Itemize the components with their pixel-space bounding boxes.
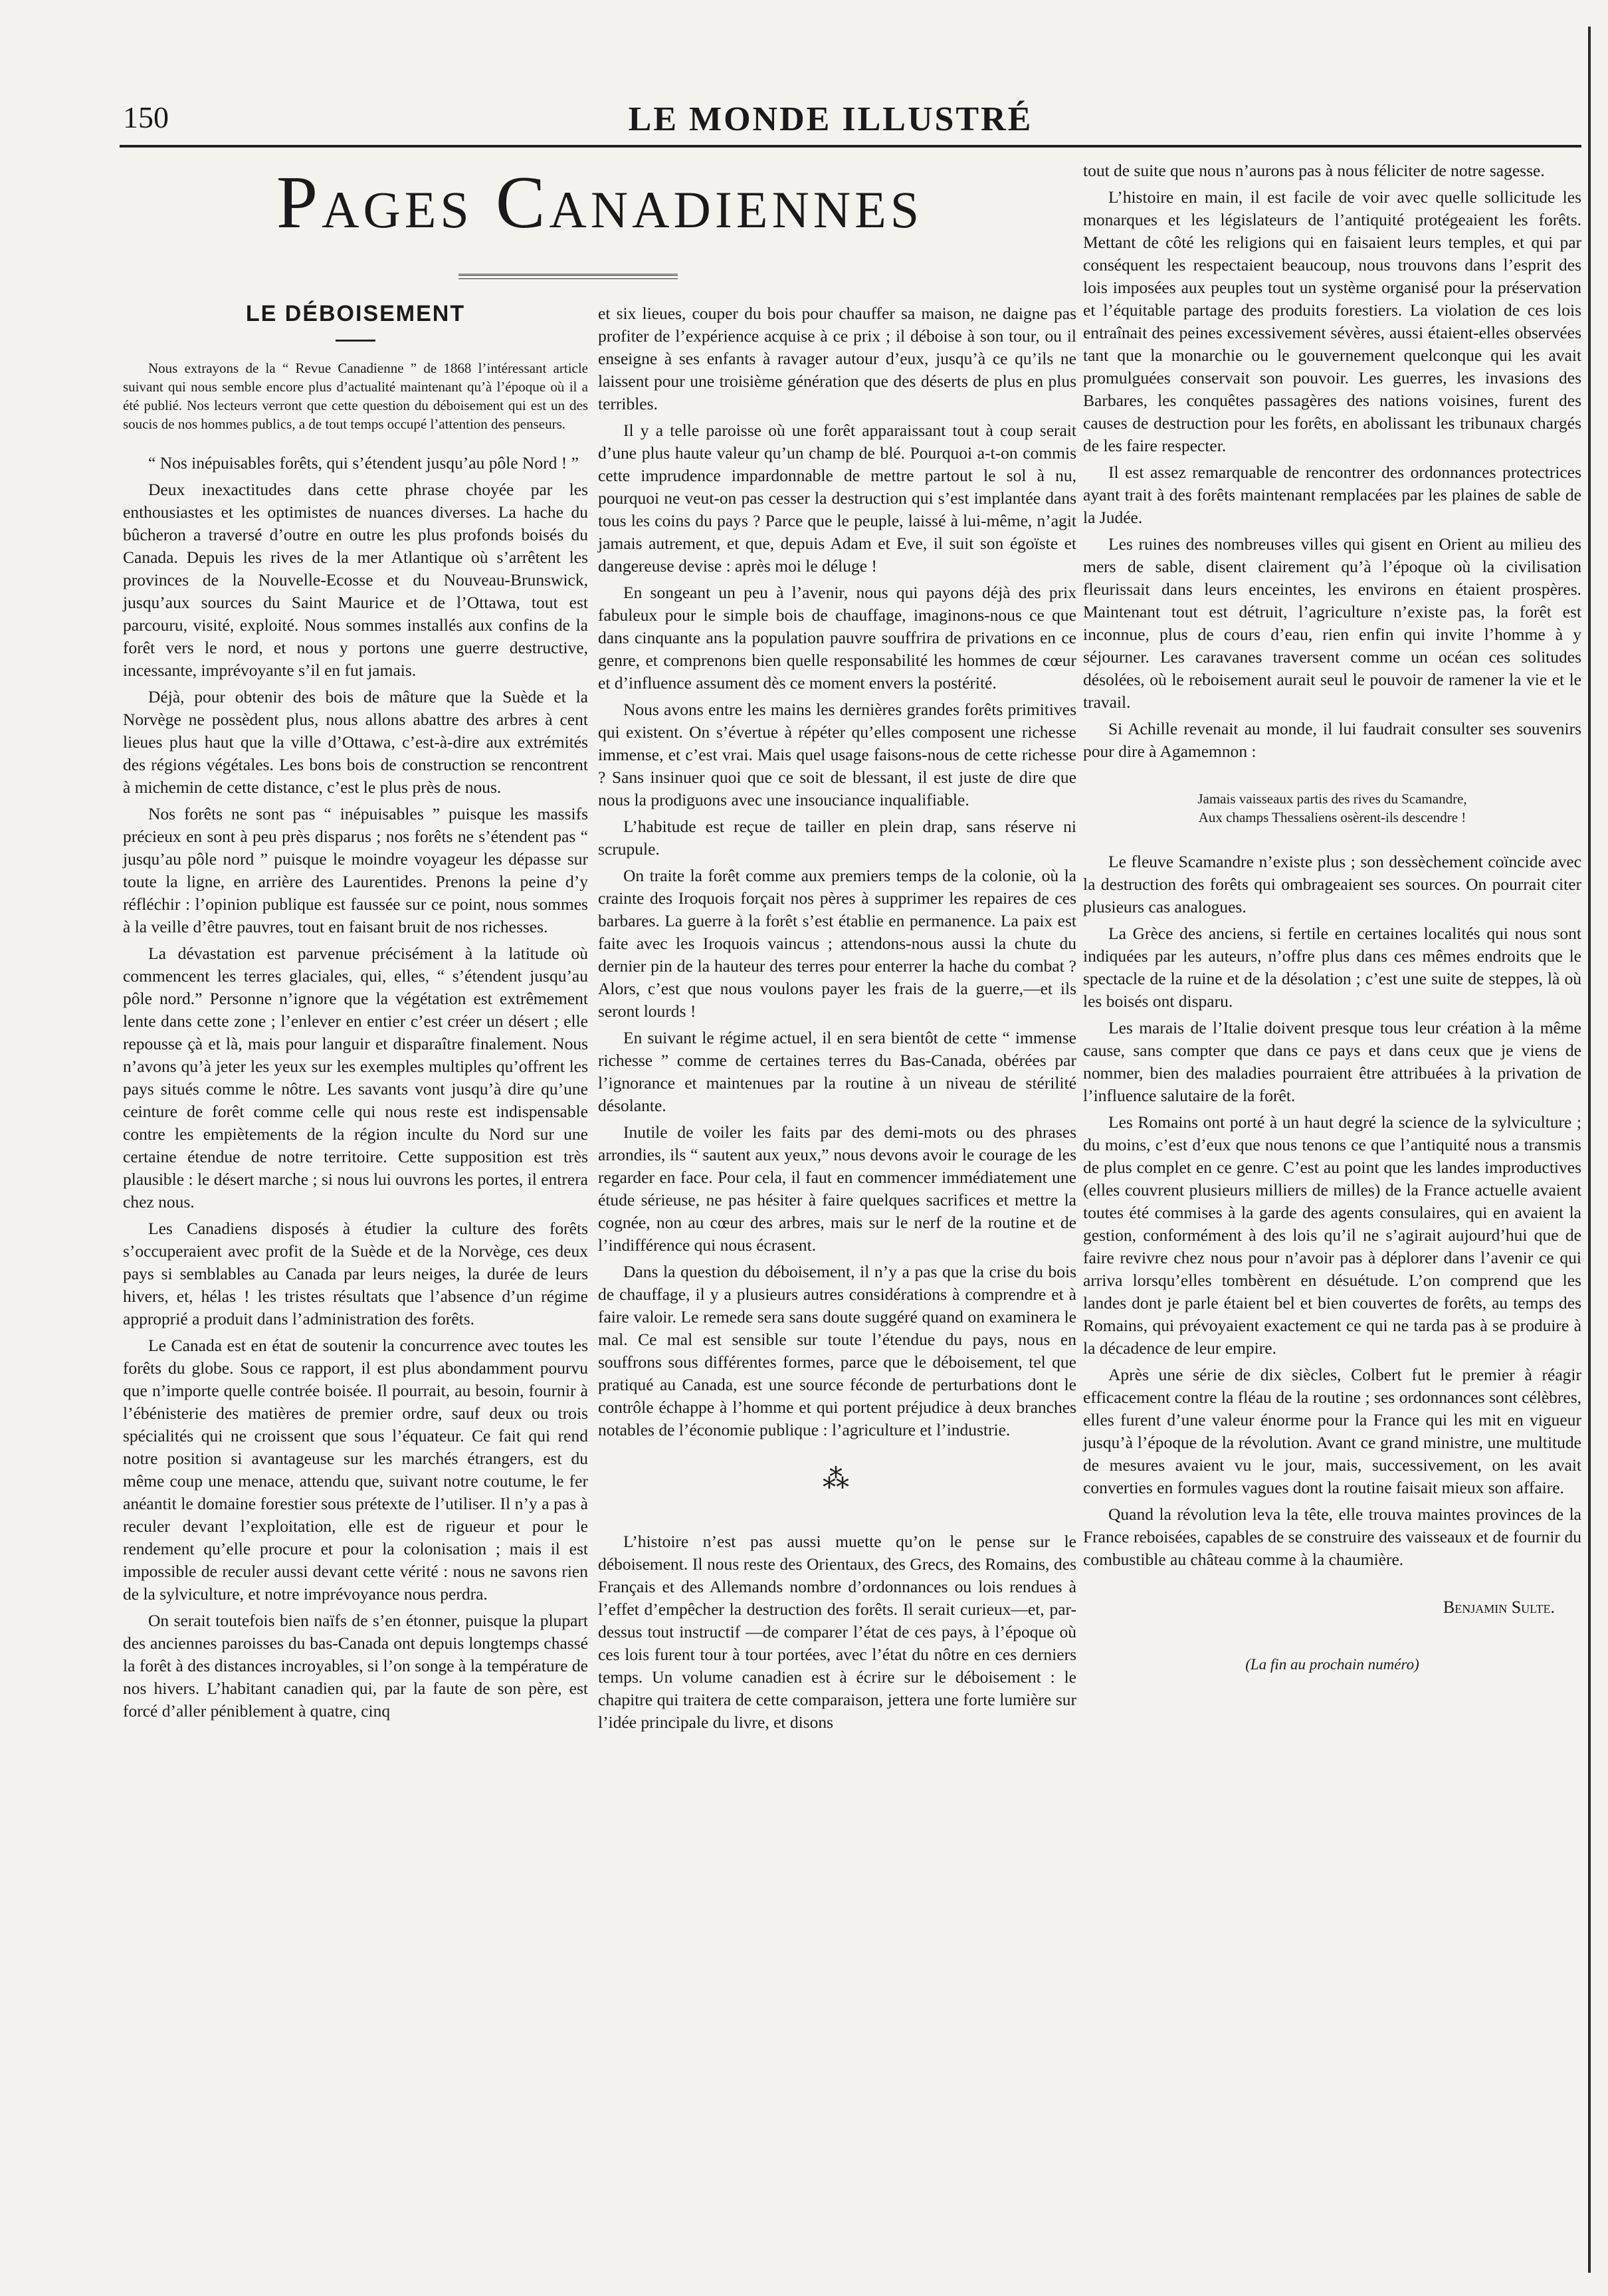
title-rule — [336, 340, 375, 342]
paragraph: La dévastation est parvenue précisément à la latitude où commencent les terres glaciales, qui, elles, “ s’étendent jusqu’au pôle nord.” Personne n’ignore que la végétation est extrêmement lente dans cette zone ; l’enlever en entier c’est créer un désert ; elle repousse çà et là, mais pour languir et disparaître finalement. Nous n’avons qu’à jeter les yeux sur les exemples multiples qu’offrent les pays situés comme le nôtre. Les savants vont jusqu’à dire qu’une ceinture de forêt comme celle qui nous reste est indispensable contre les empiètements de la région inculte du Nord sur une certaine étendue de notre territoire. Cette supposition est très plausible : le désert marche ; si nous lui ouvrons les portes, il entrera chez nous. — [123, 944, 588, 1211]
paragraph: En suivant le régime actuel, il en sera bientôt de cette “ immense richesse ” comme de certaines terres du Bas-Canada, obérées par l’ignorance et maintenues par la routine à un niveau de stérilité désolante. — [598, 1028, 1076, 1115]
paragraph: Le fleuve Scamandre n’existe plus ; son dessèchement coïncide avec la destruction des forêts qui ombrageaient ses sources. On pourrait citer plusieurs cas analogues. — [1083, 852, 1581, 916]
paragraph: L’histoire n’est pas aussi muette qu’on le pense sur le déboisement. Il nous reste des Orientaux, des Grecs, des Romains, des Français et des Allemands nombre d’ordonnances ou lois rendues à l’effet d’empêcher la destruction des forêts. Il serait curieux—et, par-dessus tout instructif —de comparer l’état de ces pays, à l’époque où ces lois furent tour à tour portées, avec l’état du nôtre en ces derniers temps. Un volume canadien est à écrire sur le déboisement : le chapitre qui traitera de cette comparaison, jettera une forte lumière sur l’idée principale du livre, et disons — [598, 1532, 1076, 1732]
paragraph: En songeant un peu à l’avenir, nous qui payons déjà des prix fabuleux pour le simple bois de chauffage, imaginons-nous ce que dans cinquante ans la population pauvre souffrira de privations en ce genre, et comprenons bien quelle responsabilité les hommes de cœur et d’influence assument dès ce moment envers la postérité. — [598, 583, 1076, 692]
paragraph: Après une série de dix siècles, Colbert fut le premier à réagir efficacement contre la fléau de la routine ; ses ordonnances sont célèbres, elles furent d’une valeur énorme pour la France qui les mit en vigueur jusqu’à l’époque de la révolution. Avant ce grand ministre, une multitude de mesures avaient vu le jour, mais, successivement, on les avait converties en formules vagues dont la routine faisait mieux son affaire. — [1083, 1365, 1581, 1497]
paragraph: Nos forêts ne sont pas “ inépuisables ” puisque les massifs précieux en sont à peu près disparus ; nos forêts ne s’étendent pas “ jusqu’au pôle nord ” puisque le moindre voyageur les dépasse sur toute la ligne, en arrière des Laurentides. Prenons la peine d’y réfléchir : l’opinion publique est faussée sur ce point, nous sommes à la veille d’être pauvres, tout en faisant bruit de nos richesses. — [123, 804, 588, 936]
title-ornament-rule — [458, 274, 678, 279]
header-rule — [120, 145, 1581, 148]
paragraph: et six lieues, couper du bois pour chauffer sa maison, ne daigne pas profiter de l’expérience acquise à ce prix ; il déboise à son tour, ou il enseigne à ses enfants à ravager autour d’eux, jusqu’à ce qu’ils ne laissent pour une troisième génération que des déserts de plus en plus terribles. — [598, 304, 1076, 413]
paragraph: L’histoire en main, il est facile de voir avec quelle sollicitude les monarques et les législateurs de l’antiquité protégeaient les forêts. Mettant de côté les religions qui en faisaient leurs temples, et qui par conséquent les respectaient beaucoup, nous trouvons dans l’esprit des lois imposées aux peuples tout un système organisé pour la préservation et l’équitable partage des produits forestiers. La violation de ces lois entraînait des peines excessivement sévères, aussi étaient-elles observées tant que la monarchie ou le gouvernement quelconque qui les avait promulguées conservait son pouvoir. Les guerres, les invasions des Barbares, les conquêtes passagères des nations voisines, furent des causes de destruction pour les forêts, en abolissant les tribunaux chargés de les faire respecter. — [1083, 187, 1581, 455]
paragraph: “ Nos inépuisables forêts, qui s’étendent jusqu’au pôle Nord ! ” — [148, 453, 579, 472]
editor-intro: Nous extrayons de la “ Revue Canadienne ” de 1868 l’intéressant article suivant qui nous semble encore plus d’actualité maintenant qu’à l’époque où il a été publié. Nos lecteurs verront que cette question du déboisement qui est un des soucis de nos hommes publics, a de tout temps occupé l’attention des penseurs. — [123, 360, 588, 432]
page-number: 150 — [123, 100, 169, 134]
paragraph: Le Canada est en état de soutenir la concurrence avec toutes les forêts du globe. Sous ce rapport, il est plus abondamment pourvu que n’importe quelle contrée boisée. Il pourrait, au besoin, fournir à l’ébénisterie des matières de premier ordre, sauf deux ou trois spécialités qui ne croissent que sous l’équateur. Ce fait qui rend notre position si avantageuse sur les marchés étrangers, est du même coup une menace, attendu que, suivant notre coutume, le fer anéantit le domaine forestier sous prétexte de l’utiliser. Il n’y a pas à reculer devant l’exploitation, elle est de rigueur et pour le rendement qu’elle procure et pour la colonisation ; mais il est impossible de reculer aussi devant cette vérité : nous ne savons rien de la sylviculture, et notre imprévoyance nous perdra. — [123, 1336, 588, 1604]
paragraph: La Grèce des anciens, si fertile en certaines localités qui nous sont indiquées par les auteurs, n’offre plus dans ces mêmes endroits que le spectacle de la ruine et de la désolation ; c’est une suite de steppes, là où les boisés ont disparu. — [1083, 924, 1581, 1011]
journal-title: LE MONDE ILLUSTRÉ — [628, 100, 1033, 138]
paragraph: Les ruines des nombreuses villes qui gisent en Orient au milieu des mers de sable, disent clairement qu’à l’époque où la civilisation fleurissait dans leurs enceintes, les environs en étaient prospères. Maintenant tout est détruit, l’agriculture n’existe pas, la forêt est inconnue, plus de cours d’eau, rien enfin qui invite l’homme à y séjourner. Les caravanes traversent comme un océan ces solitudes désolées, où le reboisement aurait seul le pouvoir de ramener la vie et le travail. — [1083, 534, 1581, 712]
paragraph: Deux inexactitudes dans cette phrase choyée par les enthousiastes et les optimistes de nuances diverses. La hache du bûcheron a traversé d’outre en outre les plus profonds boisés du Canada. Depuis les rives de la mer Atlantique où s’arrêtent les provinces de la Nouvelle-Ecosse et du Nouveau-Brunswick, jusqu’aux sources du Saint Maurice et de l’Ottawa, tout est parcouru, visité, exploité. Nous sommes installés aux confins de la forêt vers le nord, et nous y portons une guerre destructive, incessante, imprévoyante s’il en fut jamais. — [123, 480, 588, 680]
paragraph: Dans la question du déboisement, il n’y a pas que la crise du bois de chauffage, il y a plusieurs autres considérations à comprendre et à faire valoir. Le remede sera sans doute suggéré quand on examinera le mal. Ce mal est sensible sur toute l’étendue du pays, nous en souffrons sous différentes formes, parce que le déboisement, tel que pratiqué au Canada, est une source féconde de perturbations dont le contrôle échappe à l’homme et qui portent préjudice à deux branches notables de l’économie publique : l’agriculture et l’industrie. — [598, 1262, 1076, 1439]
paragraph: Les Canadiens disposés à étudier la culture des forêts s’occuperaient avec profit de la Suède et de la Norvège, ces deux pays si semblables au Canada par leurs neiges, la durée de leurs hivers, et, hélas ! les tristes résultats que l’absence d’un régime approprié a produit dans l’administration des forêts. — [123, 1219, 588, 1328]
paragraph: Inutile de voiler les faits par des demi-mots ou des phrases arrondies, ils “ sautent aux yeux,” nous devons avoir le courage de les regarder en face. Pour cela, il faut en commencer immédiatement une étude sérieuse, ne pas hésiter à faire quelques sacrifices et mettre la cognée, non au cœur des arbres, mais sur le nerf de la routine et de l’indifférence qui nous écrasent. — [598, 1122, 1076, 1255]
paragraph: Il y a telle paroisse où une forêt apparaissant tout à coup serait d’une plus haute valeur qu’un champ de blé. Pourquoi a-t-on commis cette imprudence impardonnable de mettre partout le sol à nu, pourquoi ne veut-on pas cesser la destruction qui s’est implantée dans tous les coins du pays ? Parce que le peuple, laissé à lui-même, n’agit jamais autrement, et que, depuis Adam et Eve, il suit son égoïste et dangereuse devise : après moi le déluge ! — [598, 421, 1076, 575]
column-2 — [598, 302, 1076, 1738]
section-break-ornament: ⁂ — [823, 1464, 852, 1494]
paragraph: Quand la révolution leva la tête, elle trouva maintes provinces de la France reboisées, capables de se construire des vaisseaux et de fournir du combustible au château comme à la chaumière. — [1083, 1505, 1581, 1569]
column-3 — [1083, 159, 1581, 1676]
verse-line: Jamais vaisseaux partis des rives du Scamandre, — [1197, 791, 1467, 807]
paragraph: L’habitude est reçue de tailler en plein drap, sans réserve ni scrupule. — [598, 817, 1076, 859]
verse-quotation — [1083, 789, 1581, 827]
paragraph: Il est assez remarquable de rencontrer des ordonnances protectrices ayant trait à des forêts maintenant remplacées par les plaines de sable de la Judée. — [1083, 463, 1581, 527]
article-title: LE DÉBOISEMENT — [245, 301, 466, 326]
section-title: Pages Canadiennes — [276, 161, 924, 244]
author-signature: Benjamin Sulte. — [1443, 1598, 1555, 1617]
paragraph: On serait toutefois bien naïfs de s’en étonner, puisque la plupart des anciennes paroisses du bas-Canada ont depuis longtemps chassé la forêt à des distances incroyables, si l’on songe à la température de nos hivers. L’habitant canadien qui, par la faute de son père, est forcé d’aller péniblement à quatre, cinq — [123, 1611, 588, 1721]
paragraph: Si Achille revenait au monde, il lui faudrait consulter ses souvenirs pour dire à Agamemnon : — [1083, 719, 1581, 761]
page-edge-line — [1588, 27, 1591, 2273]
paragraph: Déjà, pour obtenir des bois de mâture que la Suède et la Norvège ne possèdent plus, nous allons abattre des arbres à cent lieues plus haut que la ville d’Ottawa, c’est-à-dire aux extrémités des régions végétales. Les bons bois de construction se rencontrent à michemin de cette distance, c’est le plus près de nous. — [123, 687, 588, 797]
paragraph: tout de suite que nous n’aurons pas à nous féliciter de notre sagesse. — [1083, 161, 1545, 180]
paragraph: Les Romains ont porté à un haut degré la science de la sylviculture ; du moins, c’est d’eux que nous tenons ce que l’antiquité nous a transmis de plus complet en ce genre. C’est au point que les landes improductives (elles couvrent plusieurs milliers de milles) de la France actuelle avaient toutes été commises à la garde des agents consulaires, qui en avaient la gestion, conformément à des lois qu’il ne s’agirait aujourd’hui que de faire revivre chez nous pour n’avoir pas à déplorer dans l’avenir ce qui arriva lorsqu’elles tombèrent en désuétude. L’on comprend que les landes dont je parle étaient bel et bien couvertes de forêts, au temps des Romains, qui prévoyaient exactement ce qui ne tarda pas à se produire à la décadence de leur empire. — [1083, 1112, 1581, 1358]
paragraph: Nous avons entre les mains les dernières grandes forêts primitives qui existent. On s’évertue à répéter qu’elles composent une richesse immense, et c’est vrai. Mais quel usage faisons-nous de cette richesse ? Sans insinuer quoi que ce soit de blessant, il est juste de dire que nous la prodiguons avec une insouciance inqualifiable. — [598, 700, 1076, 809]
verse-line: Aux champs Thessaliens osèrent-ils descendre ! — [1198, 809, 1466, 825]
page-header — [123, 100, 1538, 146]
paragraph: Les marais de l’Italie doivent presque tous leur création à la même cause, sans compter que dans ce pays et dans ceux que je viens de nommer, bien des maladies pourraient être attribuées à la privation de l’influence salutaire de la forêt. — [1083, 1018, 1581, 1105]
continued-note: (La fin au prochain numéro) — [1245, 1656, 1419, 1673]
paragraph: On traite la forêt comme aux premiers temps de la colonie, où la crainte des Iroquois forçait nos pères à supprimer les repaires de ces barbares. La guerre à la forêt s’est établie en permanence. La paix est faite avec les Iroquois vaincus ; attendons-nous aussi la chute du dernier pin de la hauteur des terres pour enterrer la hache du combat ? Alors, c’est que nous voulons payer les frais de la guerre,—et ils seront lourds ! — [598, 866, 1076, 1021]
